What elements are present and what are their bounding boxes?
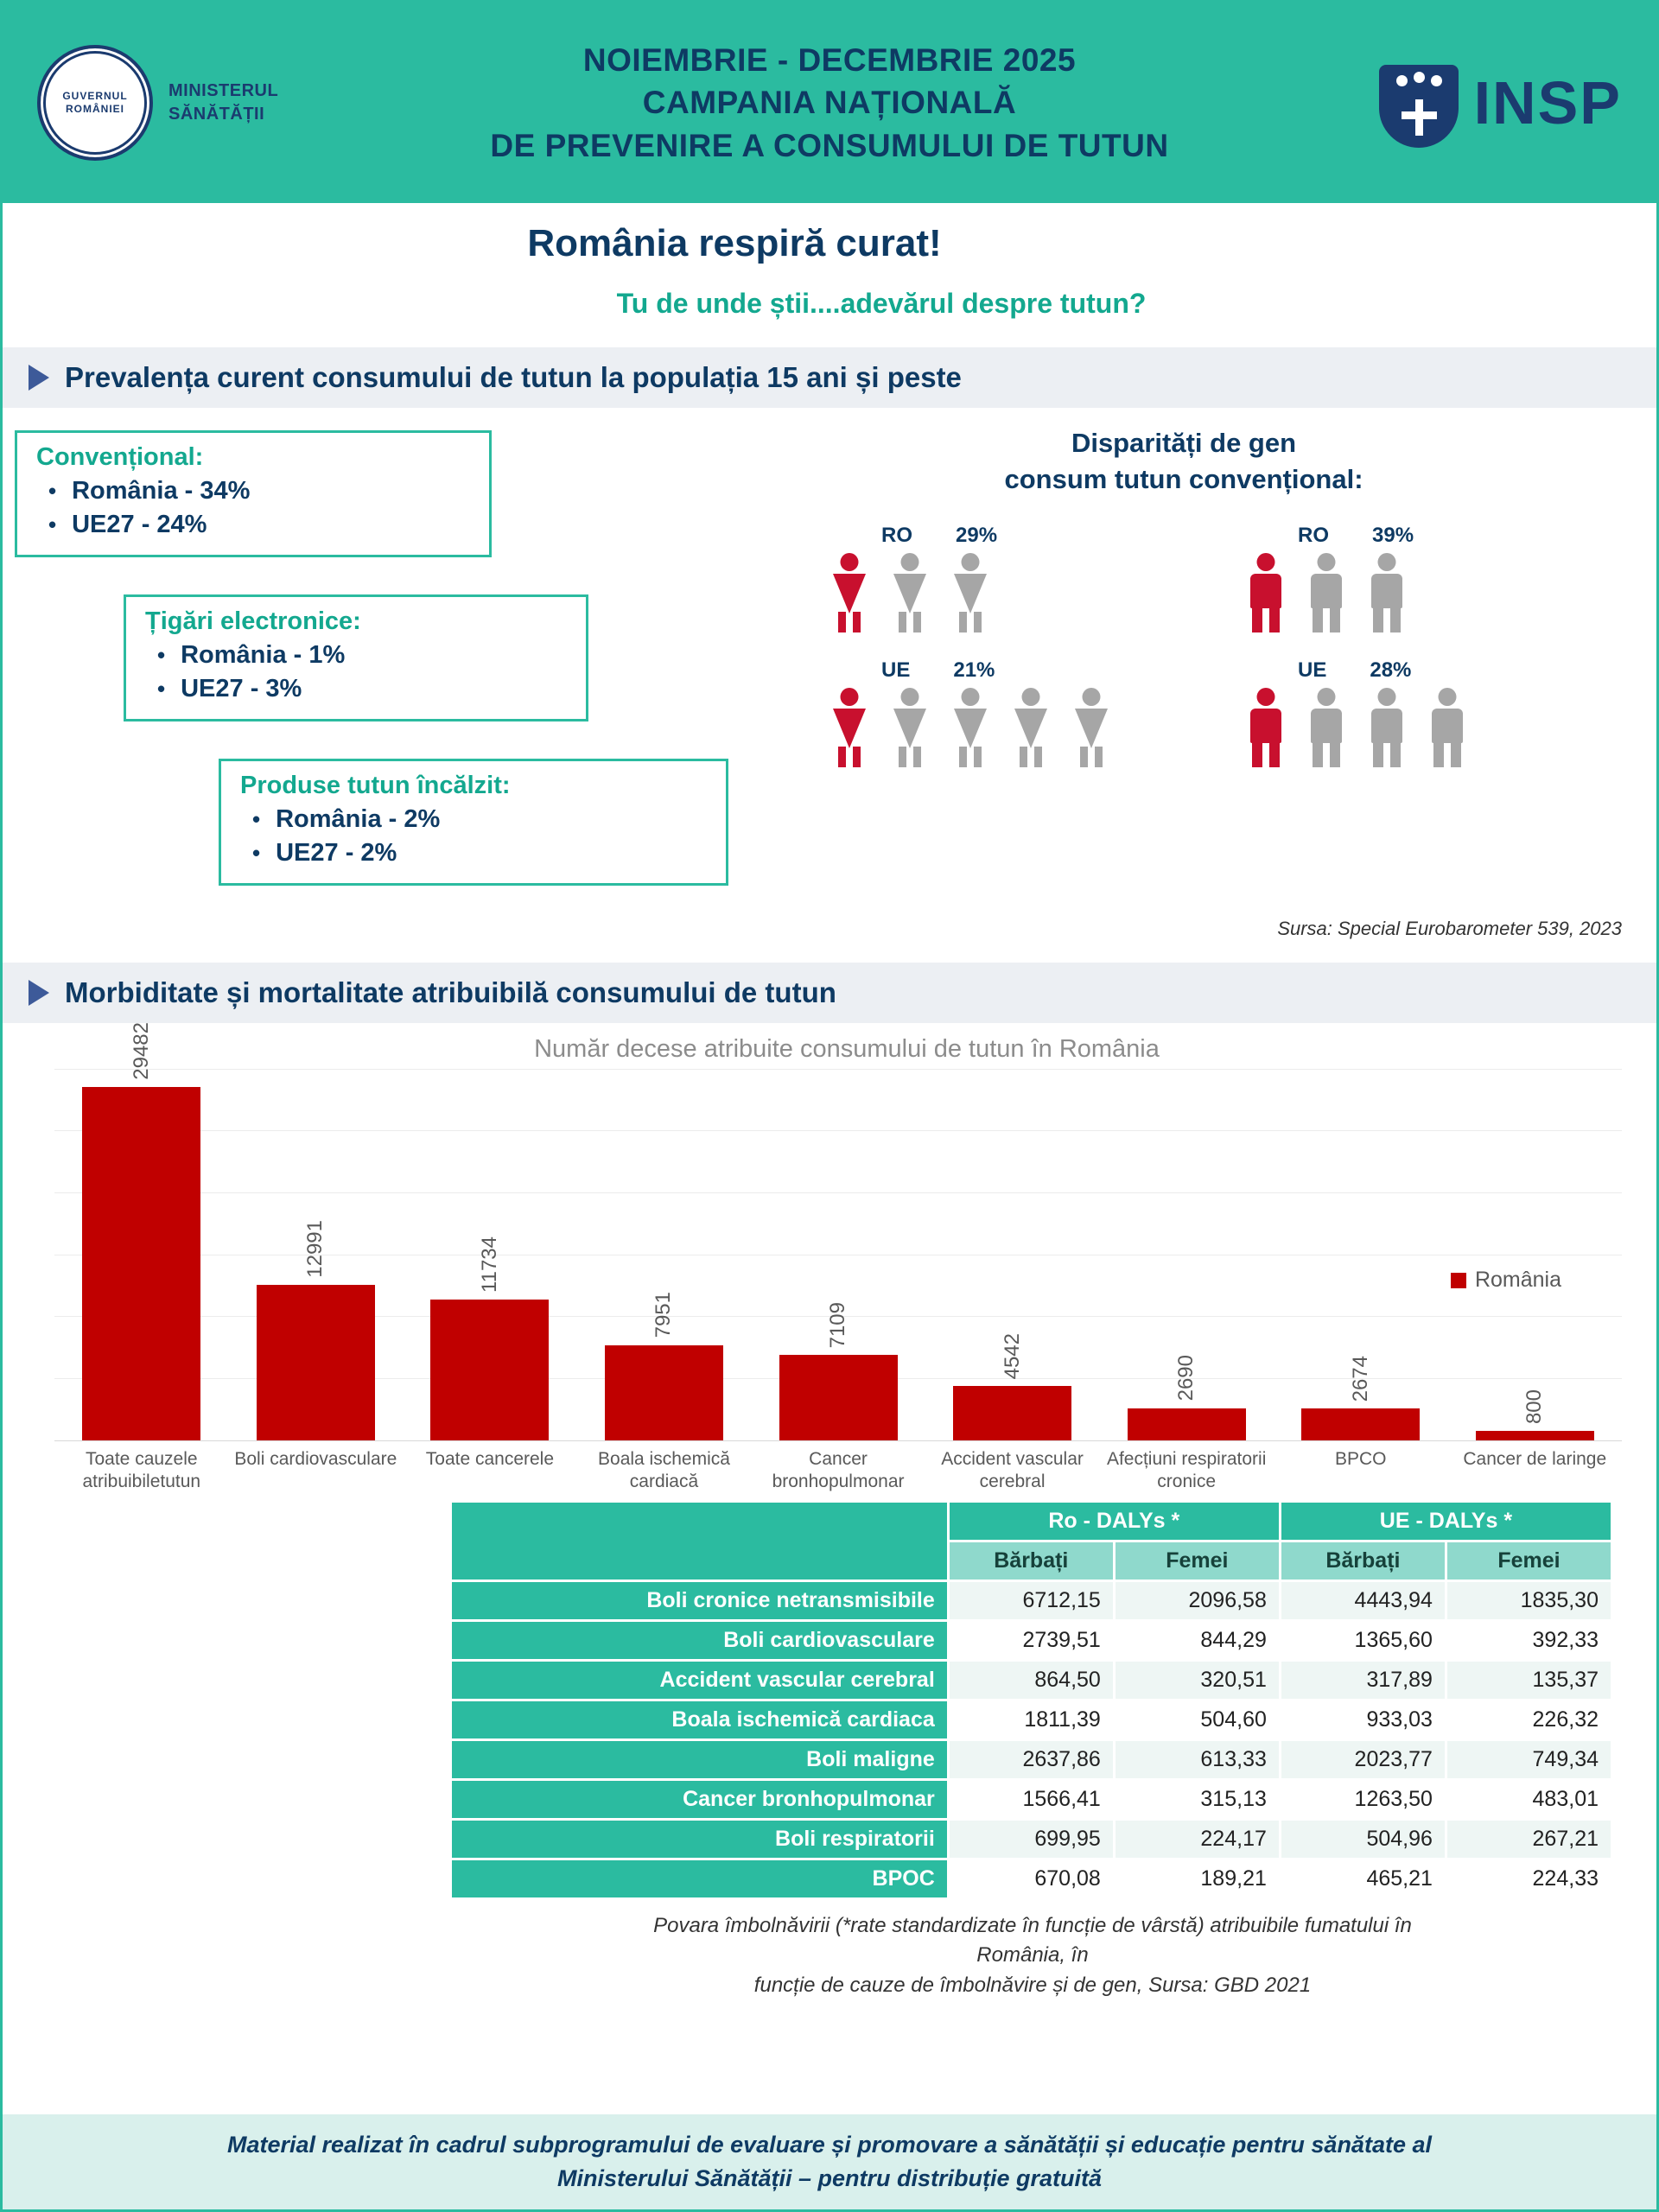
table-row [452,1620,1612,1660]
table-row [452,1700,1612,1739]
table-cell-value: 320,51 [1114,1660,1280,1700]
arrow-bullet-icon [29,365,49,391]
chart-bar [1301,1408,1420,1440]
campaign-title-block [3,203,1656,328]
table-row-label: Boli cronice netransmisibile [452,1580,948,1620]
table-row-label: Boli maligne [452,1739,948,1779]
ministry-line-2: SĂNĂTĂȚII [168,105,265,124]
deaths-bar-chart [3,1023,1656,1494]
chart-x-label: BPCO [1334,1449,1387,1469]
women-ue-pictogram [824,688,1187,767]
men-ue-row [1241,658,1604,767]
men-ue-value: 28% [1370,658,1412,682]
table-note-line-1: Povara îmbolnăvirii (*rate standardizate în funcție de vârstă) atribuibile fumatului în România, în [653,1913,1412,1967]
women-ro-pictogram [824,553,1187,632]
table-corner-cell [452,1503,948,1541]
fact-value: România - 34% [72,477,251,505]
table-row [452,1819,1612,1859]
table-subheader-ro-women: Femei [1114,1541,1280,1580]
table-cell-value: 224,33 [1446,1859,1611,1897]
list-item [157,641,567,670]
table-cell-value: 2739,51 [948,1620,1114,1660]
female-figure-icon [885,688,935,767]
table-sub-header-row [452,1541,1612,1580]
chart-bar [779,1355,898,1440]
female-figure-icon [1006,688,1056,767]
chart-bar-slot [577,1069,752,1440]
men-ro-row [1241,524,1604,632]
prevalence-boxes [3,422,763,944]
table-row-label: Boala ischemică cardiaca [452,1700,948,1739]
chart-bar-slot [1099,1069,1274,1440]
table-cell-value: 2023,77 [1280,1739,1446,1779]
chart-x-label: Afecțiuni respiratorii cronice [1106,1449,1267,1492]
chart-bar-value-label: 4542 [1000,1332,1024,1379]
table-cell-value: 749,34 [1446,1739,1611,1779]
chart-bar [953,1386,1071,1440]
chart-bar-value-label: 2674 [1348,1355,1372,1402]
men-ue-pictogram [1241,688,1604,767]
list-item [252,805,707,834]
dalys-table [452,1503,1613,1897]
table-cell-value: 844,29 [1114,1620,1280,1660]
chart-bar [605,1345,723,1440]
header-title [409,39,1250,167]
table-cell-value: 135,37 [1446,1660,1611,1700]
chart-x-axis-labels [54,1448,1622,1494]
legend-swatch-icon [1451,1273,1466,1288]
table-row-label: Boli respiratorii [452,1819,948,1859]
gender-disparity-title-line-1: Disparități de gen [1071,428,1297,458]
footer-line-1: Material realizat în cadrul subprogramului de evaluare și promovare a sănătății și educație pentru sănătate al [227,2131,1432,2158]
dalys-table-wrapper [452,1503,1613,2001]
chart-bar-value-label: 7951 [652,1292,676,1338]
table-cell-value: 2637,86 [948,1739,1114,1779]
table-source-note [651,1911,1414,2001]
female-figure-icon [945,553,995,632]
table-cell-value: 699,95 [948,1819,1114,1859]
female-figure-icon [824,553,874,632]
female-figure-icon [1066,688,1116,767]
fact-box-title: Convențional: [36,443,204,471]
chart-bar-slot [403,1069,577,1440]
chart-bar [1476,1431,1594,1440]
page-footer [3,2114,1656,2209]
insp-logo [1250,58,1622,148]
chart-bar [1128,1408,1246,1440]
chart-bar-value-label: 11734 [477,1236,501,1294]
women-ue-row [824,658,1187,767]
men-ue-label: UE [1298,658,1327,682]
page-subtitle: Tu de unde știi....adevărul despre tutun? [616,288,1147,319]
chart-x-label: Toate cauzele atribuibiletutun [82,1449,201,1492]
section-1-body [3,408,1656,944]
chart-x-label: Cancer bronhopulmonar [772,1449,905,1492]
chart-bar-slot [54,1022,229,1440]
ministry-label [168,79,278,126]
men-ro-value: 39% [1372,523,1414,547]
insp-wordmark: INSP [1473,69,1622,137]
chart-bar-slot [1448,1069,1623,1440]
bullet-icon: • [157,642,166,668]
bullet-icon: • [157,676,166,702]
gender-disparity-panel [763,422,1656,944]
gender-disparity-title-line-2: consum tutun convențional: [1004,463,1363,494]
chart-x-label: Cancer de laringe [1463,1449,1607,1469]
gender-column-women [824,524,1187,793]
table-cell-value: 226,32 [1446,1700,1611,1739]
table-row [452,1739,1612,1779]
female-figure-icon [945,688,995,767]
table-row-label: Cancer bronhopulmonar [452,1779,948,1819]
chart-bar-value-label: 800 [1522,1389,1547,1424]
women-ro-row [824,524,1187,632]
table-row-label: BPOC [452,1859,948,1897]
table-cell-value: 670,08 [948,1859,1114,1897]
chart-bar [430,1300,549,1440]
male-figure-icon [1301,553,1351,632]
table-cell-value: 504,96 [1280,1819,1446,1859]
page-title: România respiră curat! [527,222,942,264]
table-cell-value: 315,13 [1114,1779,1280,1819]
ministry-line-1: MINISTERUL [168,81,279,100]
chart-bar-slot [229,1069,404,1440]
table-subheader-ro-men: Bărbați [948,1541,1114,1580]
male-figure-icon [1362,688,1412,767]
table-cell-value: 224,17 [1114,1819,1280,1859]
gender-disparity-title [763,425,1656,498]
chart-x-label: Accident vascular cerebral [941,1449,1084,1492]
fact-value: UE27 - 24% [72,511,207,538]
chart-bar-value-label: 12991 [303,1220,327,1278]
table-row-label: Boli cardiovasculare [452,1620,948,1660]
list-item [157,675,567,703]
bullet-icon: • [48,512,57,537]
table-cell-value: 1811,39 [948,1700,1114,1739]
arrow-bullet-icon [29,980,49,1006]
fact-box-title: Țigări electronice: [145,607,361,635]
male-figure-icon [1241,553,1291,632]
table-cell-value: 189,21 [1114,1859,1280,1897]
section-heading-morbidity [3,963,1656,1023]
section-1-title: Prevalența curent consumului de tutun la populația 15 ani și peste [65,361,962,393]
header-title-line-2: CAMPANIA NAȚIONALĂ [642,85,1017,121]
table-note-line-2: funcție de cauze de îmbolnăvire și de gen, Sursa: GBD 2021 [753,1974,1312,1998]
fact-value: UE27 - 3% [181,675,302,702]
government-seal-icon [37,45,153,161]
bullet-icon: • [48,478,57,504]
seal-line-2: ROMÂNIEI [66,103,124,115]
section-heading-prevalence [3,347,1656,408]
bullet-icon: • [252,840,261,866]
chart-bar-value-label: 2690 [1174,1355,1198,1402]
seal-line-1: GUVERNUL [62,90,128,102]
footer-line-2: Ministerului Sănătății – pentru distribuție gratuită [556,2164,1103,2191]
table-cell-value: 864,50 [948,1660,1114,1700]
chart-bar-value-label: 7109 [826,1302,850,1349]
bullet-icon: • [252,806,261,832]
gender-column-men [1241,524,1604,793]
table-cell-value: 1566,41 [948,1779,1114,1819]
men-ro-pictogram [1241,553,1604,632]
table-cell-value: 465,21 [1280,1859,1446,1897]
table-cell-value: 1263,50 [1280,1779,1446,1819]
table-group-header-ro: Ro - DALYs * [948,1503,1280,1541]
table-cell-value: 317,89 [1280,1660,1446,1700]
chart-bar-value-label: 29482 [129,1022,153,1081]
table-cell-value: 1835,30 [1446,1580,1611,1620]
fact-box-ecigarettes [124,594,588,721]
female-figure-icon [885,553,935,632]
table-row [452,1660,1612,1700]
women-ro-value: 29% [956,523,998,547]
chart-bar-slot [751,1069,925,1440]
table-cell-value: 6712,15 [948,1580,1114,1620]
list-item [48,511,470,539]
table-group-header-row [452,1503,1612,1541]
table-row [452,1580,1612,1620]
table-cell-value: 2096,58 [1114,1580,1280,1620]
insp-shield-icon [1379,58,1462,148]
table-row [452,1859,1612,1897]
chart-bar [82,1087,200,1440]
legend-label: România [1474,1268,1561,1292]
chart-bar [257,1285,375,1440]
female-figure-icon [824,688,874,767]
section-2-title: Morbiditate și mortalitate atribuibilă consumului de tutun [65,976,836,1008]
table-cell-value: 4443,94 [1280,1580,1446,1620]
women-ue-label: UE [881,658,911,682]
table-cell-value: 613,33 [1114,1739,1280,1779]
male-figure-icon [1241,688,1291,767]
fact-value: România - 2% [276,805,441,833]
table-row-label: Accident vascular cerebral [452,1660,948,1700]
chart-x-label: Toate cancerele [425,1449,555,1469]
table-cell-value: 504,60 [1114,1700,1280,1739]
table-row [452,1779,1612,1819]
table-group-header-ue: UE - DALYs * [1280,1503,1611,1541]
fact-box-heated-tobacco [219,759,728,886]
table-cell-value: 933,03 [1280,1700,1446,1739]
male-figure-icon [1422,688,1472,767]
women-ro-label: RO [881,523,912,547]
table-cell-value: 483,01 [1446,1779,1611,1819]
chart-legend [1451,1268,1561,1293]
chart-title: Număr decese atribuite consumului de tutun în România [534,1035,1160,1063]
page-header [3,3,1656,203]
male-figure-icon [1301,688,1351,767]
header-left-logos [37,45,409,161]
table-subheader-ue-men: Bărbați [1280,1541,1446,1580]
chart-bar-slot [925,1069,1100,1440]
fact-box-conventional [15,430,492,557]
chart-x-label: Boala ischemică cardiacă [598,1449,730,1492]
chart-x-label: Boli cardiovasculare [234,1449,397,1469]
fact-value: UE27 - 2% [276,839,397,867]
header-title-line-1: NOIEMBRIE - DECEMBRIE 2025 [582,42,1077,79]
male-figure-icon [1362,553,1412,632]
table-cell-value: 1365,60 [1280,1620,1446,1660]
table-cell-value: 392,33 [1446,1620,1611,1660]
men-ro-label: RO [1298,523,1329,547]
chart-bar-slot [1274,1069,1448,1440]
fact-box-title: Produse tutun încălzit: [240,772,511,799]
list-item [252,839,707,868]
eurobarometer-source-note: Sursa: Special Eurobarometer 539, 2023 [1277,918,1622,939]
table-subheader-ue-women: Femei [1446,1541,1611,1580]
table-cell-value: 267,21 [1446,1819,1611,1859]
list-item [48,477,470,505]
fact-value: România - 1% [181,641,346,669]
women-ue-value: 21% [953,658,995,682]
table-corner-cell-2 [452,1541,948,1580]
header-title-line-3: DE PREVENIRE A CONSUMULUI DE TUTUN [490,127,1169,163]
